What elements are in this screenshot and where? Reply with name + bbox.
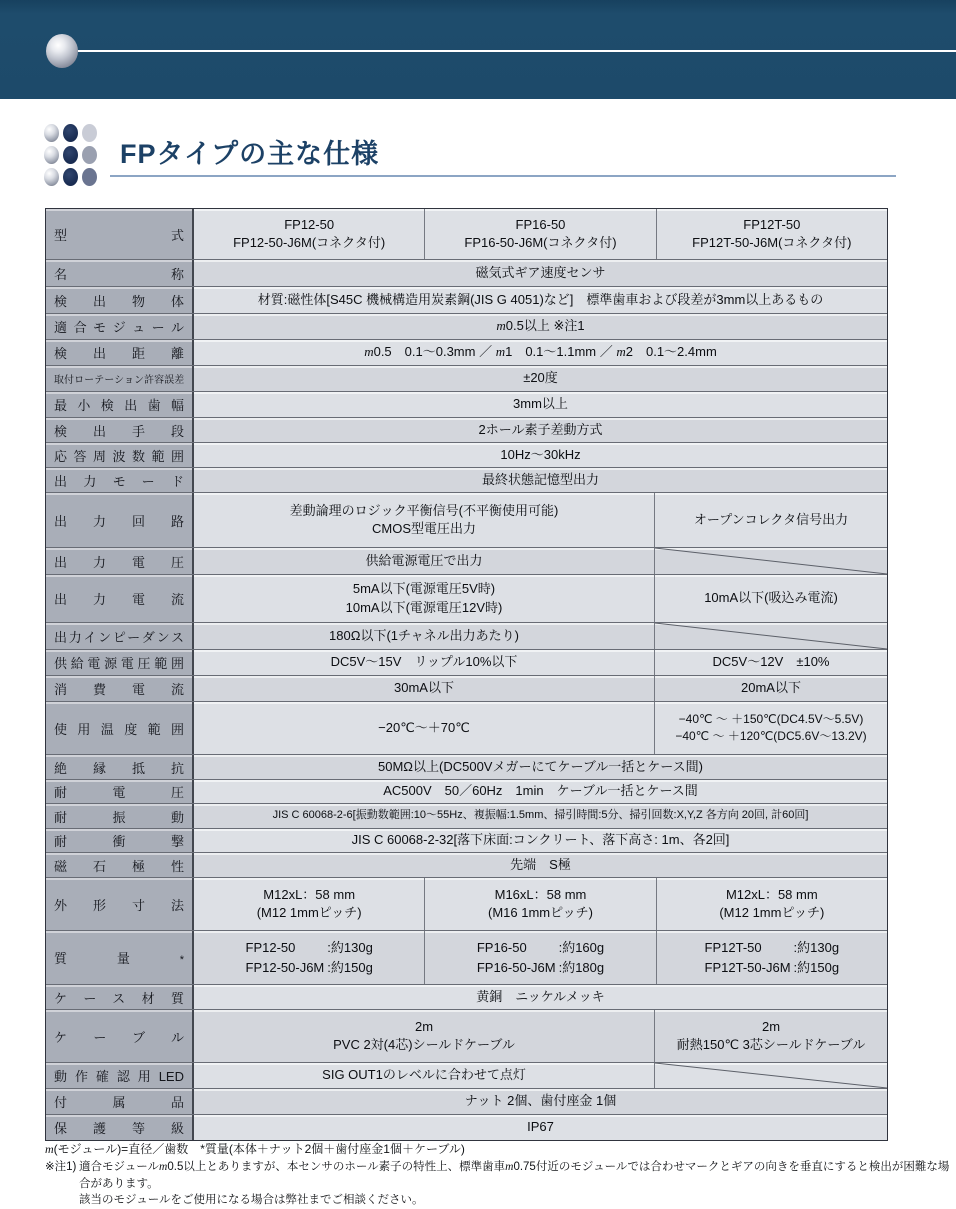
row-label-text: 使用温度範囲 [54, 721, 184, 737]
row-label [46, 780, 194, 803]
row-label [46, 493, 194, 547]
spec-cell [194, 493, 654, 547]
table-row [46, 675, 887, 701]
cell-line: 10mA以下(電源電圧12V時) [345, 599, 503, 615]
row-label [46, 1010, 194, 1062]
pair-name: FP16-50 [476, 940, 527, 955]
spec-cell [654, 676, 887, 701]
spec-cell [194, 260, 887, 286]
row-label [46, 209, 194, 259]
row-label [46, 314, 194, 339]
section-dots [44, 124, 97, 186]
spec-cell [194, 829, 887, 852]
cell-line: −40℃ ～ ＋150℃(DC4.5V～5.5V) [678, 712, 864, 727]
cell-line: M12xL：58 mm [263, 886, 356, 902]
spec-cell [194, 575, 654, 622]
dot-icon [82, 168, 97, 186]
row-label-text: ケース材質 [54, 990, 184, 1006]
table-row [46, 701, 887, 754]
table-row [46, 852, 887, 877]
cell-line: IP67 [527, 1119, 554, 1135]
spec-cell [194, 209, 424, 259]
row-label [46, 366, 194, 391]
row-label-text: 検出物体 [54, 293, 184, 309]
label-tail: 量* [116, 951, 184, 966]
spec-cell [654, 493, 887, 547]
note1-line2: 該当のモジュールをご使用になる場合は弊社までご相談ください。 [79, 1194, 424, 1207]
cell-line: 3mm以上 [513, 396, 568, 412]
spec-cell [656, 931, 887, 984]
row-label [46, 804, 194, 828]
text-segment: 適合モジュール [79, 1161, 160, 1173]
row-label [46, 443, 194, 467]
cell-line: ±20度 [523, 370, 558, 386]
spec-cell [656, 878, 887, 930]
spec-cell [194, 548, 654, 574]
row-label-text: 供給電源電圧範囲 [54, 656, 184, 671]
italic-m: m [616, 344, 626, 360]
diagonal-na-line [655, 1063, 887, 1088]
row-label [46, 392, 194, 417]
spec-cell [194, 1010, 654, 1062]
table-row [46, 1088, 887, 1114]
table-row [46, 1009, 887, 1062]
pair-name: FP12T-50-J6M [704, 959, 791, 975]
cell-line: 2m [414, 1018, 434, 1034]
table-row [46, 467, 887, 492]
text-segment: 0.5以上 ※注1 [505, 318, 585, 334]
table-row [46, 877, 887, 930]
note1-marker: ※注1) [45, 1161, 77, 1173]
row-label-text: 質量* [54, 951, 184, 966]
spec-cell [194, 1089, 887, 1114]
cell-line: 5mA以下(電源電圧5V時) [352, 581, 496, 597]
spec-cell [424, 209, 655, 259]
table-row [46, 391, 887, 417]
table-row [46, 930, 887, 984]
cell-line: 磁気式ギア速度センサ [475, 264, 606, 280]
cell-line: FP12-50 [284, 216, 335, 232]
spec-cell [194, 702, 654, 754]
row-label-text: 出力モード [54, 473, 184, 489]
cell-line: PVC 2対(4芯)シールドケーブル [333, 1037, 515, 1052]
row-label-text: 名称 [54, 266, 184, 282]
row-label-text: 磁石極性 [54, 858, 184, 874]
text-segment: 0.5 0.1～0.3mm ／ [373, 344, 496, 360]
spec-cell [194, 878, 424, 930]
cell-line: CMOS型電圧出力 [371, 521, 476, 536]
table-row [46, 754, 887, 779]
row-label [46, 702, 194, 754]
spec-cell [656, 209, 887, 259]
row-label [46, 985, 194, 1009]
spec-cell [194, 853, 887, 877]
cell-line: ナット 2個、歯付座金 1個 [464, 1093, 617, 1109]
cell-line: 2ホール素子差動方式 [478, 421, 603, 437]
title-underline [110, 175, 896, 177]
cell-line: 10Hz～30kHz [500, 446, 581, 462]
row-label-text: 耐振動 [54, 809, 184, 825]
cell-line: FP16-50-J6M(コネクタ付) [464, 235, 617, 250]
row-label [46, 878, 194, 930]
table-row [46, 574, 887, 622]
cell-line: DC5V～15V リップル10%以下 [330, 654, 518, 670]
cell-line: DC5V～12V ±10% [712, 654, 830, 670]
row-label [46, 1115, 194, 1140]
cell-line: JIS C 60068-2-6[振動数範囲:10～55Hz、複振幅:1.5mm、掃引時間:5分、掃引回数:X,Y,Z 各方向 20回, 計60回] [272, 809, 809, 822]
header-band [0, 0, 956, 99]
dot-icon [63, 124, 78, 142]
spec-cell [194, 623, 654, 649]
italic-m: m [159, 1161, 168, 1173]
cell-line: (M12 1mmピッチ) [719, 905, 825, 920]
dot-icon [63, 146, 78, 164]
cell-line: SIG OUT1のレベルに合わせて点灯 [322, 1067, 526, 1083]
row-label-text: 応答周波数範囲 [54, 448, 184, 464]
cell-line: M16xL：58 mm [494, 886, 587, 902]
pair-value: :約160g [558, 940, 605, 955]
row-label [46, 287, 194, 313]
table-row [46, 286, 887, 313]
row-label-text: 検出距離 [54, 346, 184, 361]
asterisk-mark: * [179, 954, 184, 966]
cell-line: 黄銅 ニッケルメッキ [476, 988, 605, 1004]
dot-icon [44, 124, 59, 142]
spec-cell [654, 702, 887, 754]
row-label [46, 260, 194, 286]
row-label-text: 出力インピーダンス [54, 629, 184, 645]
spec-cell-na [654, 548, 887, 574]
italic-m: m [495, 344, 506, 360]
row-label [46, 931, 194, 984]
weight-pairs [705, 938, 840, 977]
footnote-note1 [45, 1159, 953, 1209]
spec-cell [424, 931, 655, 984]
weight-pairs [246, 938, 373, 977]
page-title: FPタイプの主な仕様 [120, 139, 380, 169]
sphere-icon [46, 34, 78, 68]
cell-line [496, 317, 584, 335]
weight-pairs [477, 938, 604, 977]
note1-line1 [79, 1159, 953, 1192]
spec-cell [424, 878, 655, 930]
table-row [46, 442, 887, 467]
row-label-text: 耐衝撃 [54, 834, 184, 849]
cell-line: 2m [761, 1018, 781, 1034]
cell-line: オープンコレクタ信号出力 [693, 511, 849, 527]
italic-m: m [364, 344, 374, 360]
table-row [46, 649, 887, 675]
italic-m: m [496, 318, 506, 334]
row-label [46, 650, 194, 675]
diagonal-na-line [655, 623, 887, 649]
row-label-text: 保護等級 [54, 1121, 184, 1136]
italic-m: m [505, 1161, 514, 1173]
cell-line [364, 343, 717, 361]
row-label [46, 468, 194, 492]
row-label [46, 418, 194, 442]
cell-line: 30mA以下 [394, 680, 454, 696]
spec-cell-na [654, 1063, 887, 1088]
table-row [46, 492, 887, 547]
spec-cell [194, 1115, 887, 1140]
dot-icon [82, 146, 97, 164]
spec-cell [194, 804, 887, 828]
spec-cell [194, 340, 887, 365]
dot-icon [44, 146, 59, 164]
cell-line: M12xL：58 mm [725, 886, 818, 902]
pair-name: FP12-50-J6M [245, 959, 325, 975]
cell-line: FP12T-50 [743, 216, 801, 232]
spec-cell [194, 443, 887, 467]
cell-line: 50MΩ以上(DC500Vメガーにてケーブル一括とケース間) [378, 758, 703, 774]
note1-body [79, 1159, 953, 1209]
row-label [46, 623, 194, 649]
cell-line: 先端 S極 [510, 856, 571, 872]
dot-icon [44, 168, 59, 186]
row-label [46, 755, 194, 779]
table-row [46, 547, 887, 574]
row-label-text: 出力電流 [54, 592, 184, 607]
pair-value: :約150g [327, 959, 373, 975]
text-segment: 0.75付近のモジュールでは合わせマークとギアの向きを垂直にすると検出が困難な場合があります。 [79, 1161, 950, 1190]
text-segment: 1 0.1～1.1mm ／ [505, 344, 617, 360]
row-label-text: 外形寸法 [54, 897, 184, 913]
spec-cell [194, 650, 654, 675]
table-row [46, 803, 887, 828]
row-label [46, 1063, 194, 1088]
cell-line: 最終状態記憶型出力 [481, 471, 599, 487]
diagonal-na-line [655, 548, 887, 574]
spec-cell-na [654, 623, 887, 649]
row-label [46, 853, 194, 877]
cell-line: −40℃ ～ ＋120℃(DC5.6V～13.2V) [675, 729, 867, 743]
cell-line: FP16-50 [515, 216, 566, 232]
table-row [46, 828, 887, 852]
spec-cell [194, 676, 654, 701]
table-row [46, 779, 887, 803]
row-label-text: 適合モジュール [54, 320, 184, 335]
row-label [46, 340, 194, 365]
footnote-definition [45, 1140, 465, 1157]
row-label-text: 出力電圧 [54, 554, 184, 570]
dot-icon [63, 168, 78, 186]
pair-name: FP12T-50 [704, 940, 762, 955]
spec-cell [194, 287, 887, 313]
row-label-text: 出力回路 [54, 513, 184, 529]
pair-value: :約130g [327, 940, 373, 955]
row-label [46, 575, 194, 622]
table-row [46, 984, 887, 1009]
table-row [46, 313, 887, 339]
table-row [46, 622, 887, 649]
header-rule [78, 50, 956, 52]
table-row [46, 417, 887, 442]
cell-line: AC500V 50／60Hz 1min ケーブル一括とケース間 [383, 783, 698, 799]
table-row [46, 1062, 887, 1088]
spec-cell [194, 314, 887, 339]
spec-cell [194, 366, 887, 391]
row-label-text: 耐電圧 [54, 785, 184, 800]
spec-table [45, 208, 888, 1141]
text-segment: (モジュール)=直径／歯数 *質量(本体＋ナット2個＋歯付座金1個＋ケーブル) [53, 1142, 465, 1156]
cell-line: 供給電源電圧で出力 [365, 552, 483, 568]
pair-value: :約150g [793, 959, 840, 975]
spec-cell [194, 1063, 654, 1088]
cell-line: FP12T-50-J6M(コネクタ付) [692, 235, 852, 250]
text-segment: 0.5以上とありますが、本センサのホール素子の特性上、標準歯車 [167, 1161, 506, 1173]
spec-cell [194, 468, 887, 492]
pair-value: :約180g [558, 959, 605, 975]
row-label [46, 548, 194, 574]
row-label-text: 最小検出歯幅 [54, 398, 184, 413]
cell-line: 差動論理のロジック平衡信号(不平衡使用可能) [289, 502, 559, 518]
cell-line: 10mA以下(吸込み電流) [704, 590, 838, 606]
dot-icon [82, 124, 97, 142]
spec-cell [194, 392, 887, 417]
row-label [46, 829, 194, 852]
row-label-text: 付属品 [54, 1095, 184, 1110]
cell-line: (M16 1mmピッチ) [488, 905, 593, 920]
spec-cell [194, 755, 887, 779]
pair-name: FP12-50 [245, 940, 296, 955]
cell-line: 180Ω以下(1チャネル出力あたり) [329, 627, 519, 643]
cell-line: (M12 1mmピッチ) [256, 905, 362, 920]
row-label-text: 取付ローテーション許容誤差 [54, 375, 184, 386]
pair-value: :約130g [793, 940, 840, 955]
spec-cell [194, 780, 887, 803]
table-row [46, 1114, 887, 1140]
cell-line: 20mA以下 [741, 680, 801, 696]
italic-m: m [45, 1142, 54, 1156]
cell-line: −20℃～＋70℃ [378, 719, 470, 735]
text-segment: 2 0.1～2.4mm [625, 344, 717, 360]
row-label-text: 動作確認用LED [54, 1069, 184, 1084]
row-label [46, 676, 194, 701]
cell-line: JIS C 60068-2-32[落下床面:コンクリート、落下高さ: 1m、各2回] [351, 832, 730, 848]
row-label-text: 検出手段 [54, 423, 184, 439]
row-label-text: 型式 [54, 227, 184, 243]
cell-line: 耐熱150℃ 3芯シールドケーブル [676, 1037, 866, 1052]
row-label-text: 絶縁抵抗 [54, 760, 184, 776]
spec-cell [194, 418, 887, 442]
spec-cell [654, 650, 887, 675]
pair-name: FP16-50-J6M [476, 959, 556, 975]
row-label [46, 1089, 194, 1114]
spec-cell [194, 985, 887, 1009]
row-label-text: ケーブル [54, 1029, 184, 1045]
table-row [46, 259, 887, 286]
table-row [46, 209, 887, 259]
cell-line: FP12-50-J6M(コネクタ付) [233, 235, 386, 250]
spec-cell [654, 575, 887, 622]
row-label-text: 消費電流 [54, 682, 184, 697]
table-row [46, 365, 887, 391]
spec-cell [194, 931, 424, 984]
cell-line: 材質:磁性体[S45C 機械構造用炭素鋼(JIS G 4051)など] 標準歯車および段差が3mm以上あるもの [257, 291, 824, 307]
spec-cell [654, 1010, 887, 1062]
table-row [46, 339, 887, 365]
